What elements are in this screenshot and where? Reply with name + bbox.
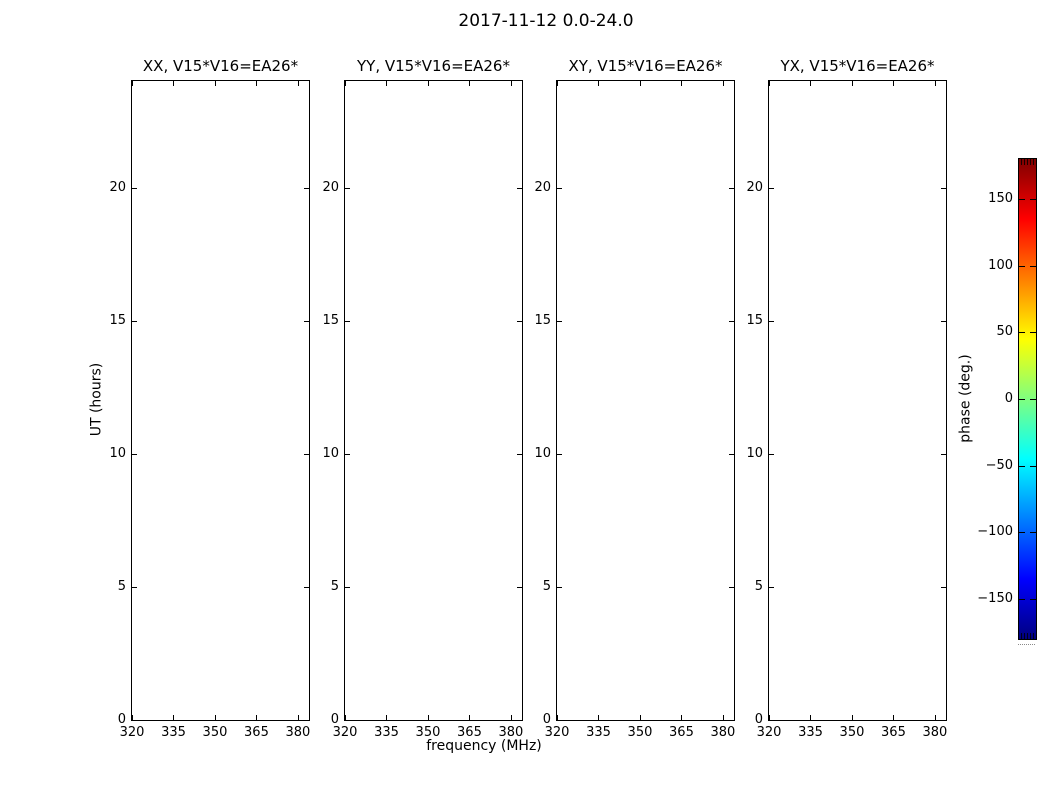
y-tick-label: 10 [109, 445, 126, 461]
y-tick-mark-left [345, 587, 350, 588]
y-tick-mark-left [132, 587, 137, 588]
colorbar-label: phase (deg.) [957, 354, 974, 443]
y-tick-label: 20 [322, 179, 339, 195]
subplot-title-yy: YY, V15*V16=EA26* [357, 57, 510, 75]
y-tick-label: 20 [534, 179, 551, 195]
y-tick-mark-left [132, 454, 137, 455]
colorbar-tick-mark-right [1030, 599, 1036, 600]
y-tick-label: 0 [330, 712, 339, 727]
colorbar-tick-label: 50 [996, 324, 1013, 340]
x-tick-label: 320 [756, 725, 782, 740]
x-tick-mark-top [469, 81, 470, 86]
y-tick-mark-left [132, 188, 137, 189]
colorbar-tick-mark-right [1030, 466, 1036, 467]
y-tick-label: 5 [330, 578, 339, 594]
y-tick-mark-left [769, 587, 774, 588]
colorbar-tick-label: −50 [985, 457, 1013, 473]
x-tick-label: 380 [498, 725, 524, 740]
colorbar-tick-label: 100 [988, 257, 1013, 273]
colorbar-dotted-edge [1018, 644, 1035, 645]
x-tick-mark-top [386, 81, 387, 86]
x-tick-mark-top [173, 81, 174, 86]
colorbar-tick-mark-right [1030, 332, 1036, 333]
x-tick-mark-bottom [256, 715, 257, 720]
x-tick-mark-bottom [640, 715, 641, 720]
x-tick-mark-top [215, 81, 216, 86]
colorbar-minor-ticks-bottom [1021, 633, 1034, 639]
colorbar-tick-mark-left [1019, 532, 1025, 533]
y-tick-label: 15 [322, 312, 339, 328]
x-tick-mark-top [256, 81, 257, 86]
colorbar-tick-mark-right [1030, 266, 1036, 267]
x-tick-label: 350 [415, 725, 441, 740]
x-tick-mark-top [810, 81, 811, 86]
y-tick-mark-left [345, 321, 350, 322]
x-tick-label: 365 [244, 725, 269, 740]
x-tick-mark-bottom [386, 715, 387, 720]
y-tick-mark-right [941, 454, 946, 455]
colorbar-tick-mark-left [1019, 399, 1025, 400]
y-tick-label: 15 [109, 312, 126, 328]
x-tick-label: 335 [161, 725, 186, 740]
colorbar-tick-mark-right [1030, 532, 1036, 533]
colorbar-tick-mark-left [1019, 466, 1025, 467]
subplot-title-xx: XX, V15*V16=EA26* [142, 57, 299, 75]
x-tick-label: 335 [798, 725, 823, 740]
y-tick-label: 15 [534, 312, 551, 328]
x-tick-mark-top [723, 81, 724, 86]
x-tick-label: 365 [881, 725, 906, 740]
y-tick-mark-left [345, 454, 350, 455]
subplot-title-yx: YX, V15*V16=EA26* [780, 57, 935, 75]
x-tick-label: 380 [285, 725, 311, 740]
colorbar-tick-label: 0 [1004, 391, 1013, 406]
y-tick-label: 20 [109, 179, 126, 195]
x-tick-label: 335 [586, 725, 611, 740]
subplot-title-xy: XY, V15*V16=EA26* [568, 57, 723, 75]
x-tick-mark-top [893, 81, 894, 86]
x-tick-label: 350 [839, 725, 865, 740]
y-tick-label: 10 [322, 445, 339, 461]
y-tick-mark-left [557, 587, 562, 588]
y-tick-label: 10 [534, 445, 551, 461]
x-tick-label: 380 [922, 725, 948, 740]
colorbar-tick-label: 150 [988, 191, 1013, 206]
subplot-xy [534, 57, 736, 740]
x-tick-mark-top [681, 81, 682, 86]
y-tick-label: 5 [542, 578, 551, 594]
y-tick-label: 15 [746, 312, 763, 328]
x-tick-mark-top [345, 81, 346, 86]
x-tick-mark-top [852, 81, 853, 86]
y-tick-label: 10 [746, 445, 763, 461]
y-tick-label: 0 [754, 712, 763, 727]
y-axis-label: UT (hours) [88, 362, 105, 437]
colorbar-tick-mark-left [1019, 332, 1025, 333]
colorbar-tick-mark-right [1030, 399, 1036, 400]
colorbar-minor-ticks-top [1021, 159, 1034, 165]
figure-title: 2017-11-12 0.0-24.0 [458, 11, 634, 31]
y-tick-mark-left [769, 454, 774, 455]
colorbar-tick-mark-left [1019, 266, 1025, 267]
x-tick-mark-bottom [215, 715, 216, 720]
x-tick-mark-top [935, 81, 936, 86]
y-tick-mark-left [557, 188, 562, 189]
y-tick-mark-left [132, 321, 137, 322]
x-tick-label: 320 [544, 725, 570, 740]
x-tick-label: 320 [332, 725, 358, 740]
x-tick-mark-top [769, 81, 770, 86]
x-tick-label: 335 [374, 725, 399, 740]
x-tick-mark-bottom [598, 715, 599, 720]
y-tick-mark-left [557, 321, 562, 322]
x-tick-mark-top [598, 81, 599, 86]
y-tick-mark-left [345, 720, 350, 721]
x-tick-mark-top [640, 81, 641, 86]
x-tick-mark-top [557, 81, 558, 86]
y-tick-mark-left [557, 454, 562, 455]
colorbar-tick-mark-left [1019, 599, 1025, 600]
y-tick-mark-left [769, 321, 774, 322]
subplot-xx [109, 57, 311, 740]
y-tick-mark-right [941, 587, 946, 588]
colorbar-tick-mark-left [1019, 199, 1025, 200]
x-tick-label: 365 [457, 725, 482, 740]
x-tick-label: 365 [669, 725, 694, 740]
x-tick-mark-top [428, 81, 429, 86]
x-axis-label: frequency (MHz) [426, 738, 542, 754]
y-tick-mark-left [769, 188, 774, 189]
colorbar [977, 158, 1037, 640]
y-tick-mark-right [941, 321, 946, 322]
y-tick-mark-left [345, 188, 350, 189]
x-tick-label: 320 [119, 725, 145, 740]
y-tick-mark-left [769, 720, 774, 721]
colorbar-tick-label: −150 [977, 591, 1013, 606]
y-tick-label: 20 [746, 179, 763, 195]
x-tick-mark-top [132, 81, 133, 86]
x-tick-label: 350 [627, 725, 653, 740]
x-tick-mark-bottom [810, 715, 811, 720]
y-tick-mark-left [557, 720, 562, 721]
colorbar-tick-mark-right [1030, 199, 1036, 200]
x-tick-mark-bottom [428, 715, 429, 720]
y-tick-mark-right [941, 188, 946, 189]
y-tick-mark-left [132, 720, 137, 721]
subplot-yx [746, 57, 948, 740]
x-tick-mark-bottom [935, 715, 936, 720]
x-tick-mark-bottom [173, 715, 174, 720]
y-tick-mark-right [941, 720, 946, 721]
y-tick-label: 5 [754, 578, 763, 594]
x-tick-mark-bottom [893, 715, 894, 720]
x-tick-label: 350 [202, 725, 228, 740]
y-tick-label: 0 [542, 712, 551, 727]
subplot-yy [322, 57, 524, 740]
colorbar-tick-label: −100 [977, 524, 1013, 540]
x-tick-mark-bottom [681, 715, 682, 720]
x-tick-mark-top [298, 81, 299, 86]
x-tick-mark-bottom [852, 715, 853, 720]
y-tick-label: 5 [117, 578, 126, 594]
x-tick-mark-top [511, 81, 512, 86]
x-tick-label: 380 [710, 725, 736, 740]
x-tick-mark-bottom [469, 715, 470, 720]
y-tick-label: 0 [117, 712, 126, 727]
